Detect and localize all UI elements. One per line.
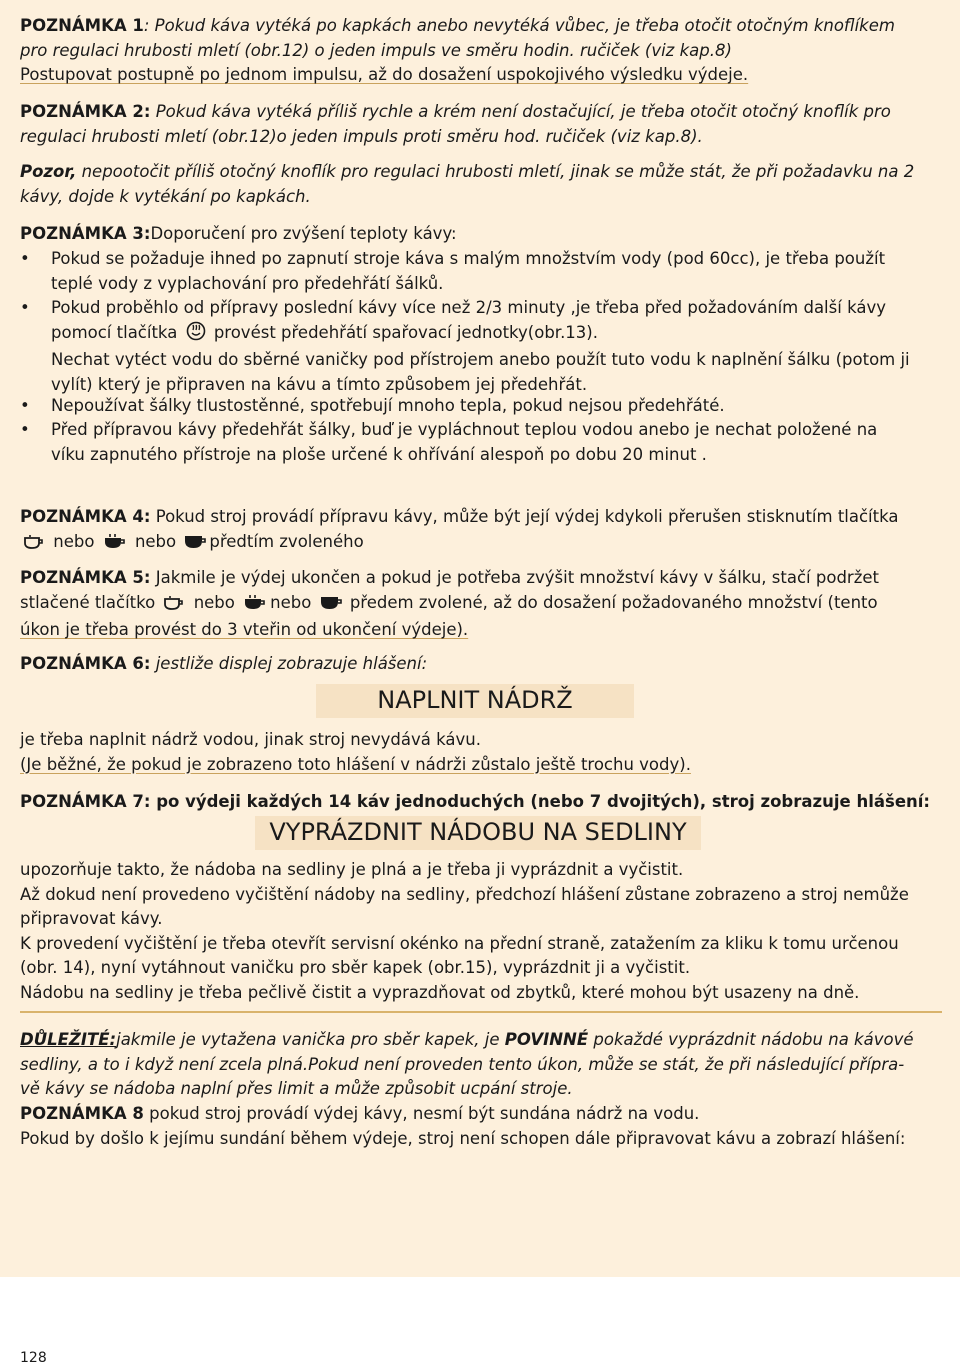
note-6-line2: (Je běžné, že pokud je zobrazeno toto hlášení v nádrži zůstalo ještě trochu vody). — [20, 754, 691, 774]
important-label: DŮLEŽITÉ: — [20, 1030, 117, 1049]
note-5-or1: nebo — [193, 592, 235, 612]
note-5-line1: Jakmile je výdej ukončen a pokud je potřeba zvýšit množství kávy v šálku, stačí podržet — [150, 568, 879, 587]
note-2-label: POZNÁMKA 2: — [20, 102, 151, 121]
two-cups-icon — [242, 594, 268, 619]
two-cups-icon — [102, 533, 128, 558]
display-message-box — [255, 816, 701, 850]
important-line2: sedliny, a to i když není zcela plná.Pokud není proveden tento úkon, může se stát, že při následující příprа- — [20, 1054, 905, 1074]
note-7-heading-text: POZNÁMKA 7: po výdeji každých 14 káv jednoduchých (nebo 7 dvojitých), stroj zobrazuje hlášení: — [20, 792, 931, 811]
note-3-bullet-1 — [20, 247, 942, 297]
note-6-label-rest: jestliže displej zobrazuje hlášení: — [150, 654, 428, 673]
bullet-4-line1: Před přípravou kávy předehřát šálky, buď je vypláchnout teplou vodou anebo je nechat položené na — [51, 420, 878, 439]
note-7-line3: připravovat kávy. — [20, 909, 163, 928]
bullet-3-line1: Nepoužívat šálky tlustostěnné, spotřebují mnoho tepla, pokud nejsou předehřáté. — [51, 396, 725, 415]
bullet-4-line2: víku zapnutého přístroje na ploše určené k ohřívání alespoň po dobu 20 minut . — [51, 444, 707, 464]
note-8-line2: Pokud by došlo k jejímu sundání během výdeje, stroj není schopen dále připravovat kávu a zobrazí hlášení: — [20, 1128, 906, 1148]
note-4-or2: nebo — [134, 531, 177, 551]
important-note — [20, 1028, 942, 1102]
large-cup-icon — [183, 533, 207, 558]
note-4-label: POZNÁMKA 4: — [20, 507, 151, 526]
note-7-line5: (obr. 14), nyní vytáhnout vaničku pro sběr kapek (obr.15), vyprázdnit ji a vyčistit. — [20, 958, 691, 977]
important-line1b: pokaždé vyprázdnit nádobu na kávové — [588, 1030, 914, 1049]
note-7-line6: Nádobu na sedliny je třeba pečlivě čistit a vyprazdňovat od zbytků, které mohou být usazeny na dně. — [20, 982, 860, 1002]
note-3-label: POZNÁMKA 3: — [20, 224, 151, 243]
note-1-line1: : Pokud káva vytéká po kapkách anebo nevytéká vůbec, je třeba otočit otočným knoflíkem — [143, 16, 895, 35]
note-8 — [20, 1102, 942, 1151]
display-message-box — [316, 684, 634, 718]
note-1-label: POZNÁMKA 1 — [20, 16, 144, 35]
warning — [20, 160, 942, 209]
note-4-line2-end: předtím zvoleného — [209, 531, 364, 551]
note-6-body — [20, 728, 942, 777]
bullet-dot: • — [20, 249, 30, 268]
bullet-2-line4: vylít) který je připraven na kávu a tímto způsobem jej předehřát. — [51, 374, 588, 394]
note-4-or1: nebo — [53, 531, 95, 551]
note-5-line2b: předem zvolené, až do dosažení požadovaného množství (tento — [349, 592, 878, 612]
note-6-label: POZNÁMKA 6: — [20, 654, 151, 673]
display-message: VYPRÁZDNIT NÁDOBU NA SEDLINY — [269, 818, 687, 846]
note-4-line1: Pokud stroj provádí přípravu kávy, může být její výdej kdykoli přerušen stisknutím tlačítka — [150, 507, 899, 526]
warning-line2: kávy, dojde k vytékání po kapkách. — [20, 186, 311, 206]
bullet-2-line1: Pokud proběhlo od přípravy poslední kávy více než 2/3 minuty ,je třeba před požadováním další kávy — [51, 298, 886, 317]
bullet-dot: • — [20, 298, 30, 317]
note-5-or2: nebo — [270, 592, 312, 612]
note-7-line2: Až dokud není provedeno vyčištění nádoby na sedliny, předchozí hlášení zůstane zobrazeno a stroj nemůže — [20, 884, 909, 904]
note-2 — [20, 100, 942, 149]
note-5 — [20, 566, 942, 643]
bullet-1-line2: teplé vody z vyplachování pro předehřátí šálků. — [51, 273, 444, 293]
page-number: 128 — [20, 1350, 47, 1366]
bullet-1-line1: Pokud se požaduje ihned po zapnutí stroje káva s malým množstvím vody (pod 60cc), je třeba použít — [51, 249, 886, 268]
note-8-line1: pokud stroj provádí výdej kávy, nesmí být sundána nádrž na vodu. — [143, 1104, 700, 1123]
warning-line1: nepootočit příliš otočný knoflík pro regulaci hrubosti mletí, jinak se může stát, že při požadavku na 2 — [76, 162, 915, 181]
important-line1a: jakmile je vytažena vanička pro sběr kapek, je — [116, 1030, 505, 1049]
large-cup-icon — [319, 594, 343, 619]
note-7-line4: K provedení vyčištění je třeba otevřít servisní okénko na přední straně, zatažením za kliku k tomu určenou — [20, 933, 899, 953]
note-6-heading — [20, 652, 942, 677]
note-1-line2: pro regulaci hrubosti mletí (obr.12) o jeden impuls ve směru hodin. ručiček (viz kap.8) — [20, 40, 732, 60]
note-2-line1: Pokud káva vytéká příliš rychle a krém není dostačující, je třeba otočit otočný knoflík pro — [150, 102, 891, 121]
note-1 — [20, 14, 942, 88]
note-3-bullet-3 — [20, 394, 942, 419]
important-line3: vě kávy se nádoba naplní přes limit a může způsobit ucpání stroje. — [20, 1079, 573, 1098]
bullet-2-line3: Nechat vytéct vodu do sběrné vaničky pod přístrojem anebo použít tuto vodu k naplnění šálku (potom ji — [51, 350, 910, 369]
note-5-label: POZNÁMKA 5: — [20, 568, 151, 587]
note-2-line2: regulaci hrubosti mletí (obr.12)o jeden impuls proti směru hod. ručiček (viz kap.8). — [20, 126, 703, 146]
bullet-dot: • — [20, 420, 30, 439]
note-7-heading — [20, 790, 942, 815]
note-5-line2a: stlačené tlačítko — [20, 592, 156, 612]
note-6-line1: je třeba naplnit nádrž vodou, jinak stroj nevydává kávu. — [20, 730, 481, 749]
important-povinne: POVINNÉ — [504, 1030, 589, 1049]
warning-label: Pozor, — [20, 162, 77, 181]
bullet-2-line2a: pomocí tlačítka — [51, 322, 178, 342]
display-message: NAPLNIT NÁDRŽ — [377, 686, 573, 714]
note-3-bullet-2 — [20, 296, 942, 396]
note-3-bullet-4 — [20, 418, 942, 468]
one-cup-icon — [22, 533, 46, 558]
one-cup-icon — [162, 594, 186, 619]
note-4 — [20, 505, 942, 557]
note-5-line3: úkon je třeba provést do 3 vteřin od ukončení výdeje). — [20, 620, 469, 639]
note-7-body — [20, 858, 942, 1005]
section-divider — [20, 1011, 942, 1013]
note-7-line1: upozorňuje takto, že nádoba na sedliny je plná a je třeba ji vyprázdnit a vyčistit. — [20, 860, 684, 879]
note-3-heading — [20, 222, 942, 247]
bullet-2-line2b: provést předehřátí spařovací jednotky(obr.13). — [213, 322, 598, 342]
bullet-dot: • — [20, 396, 30, 415]
preheat-icon — [185, 321, 207, 349]
note-8-label: POZNÁMKA 8 — [20, 1104, 144, 1123]
note-1-line3: Postupovat postupně po jednom impulsu, až do dosažení uspokojivého výsledku výdeje. — [20, 65, 749, 84]
note-3-heading-rest: Doporučení pro zvýšení teploty kávy: — [150, 224, 457, 243]
